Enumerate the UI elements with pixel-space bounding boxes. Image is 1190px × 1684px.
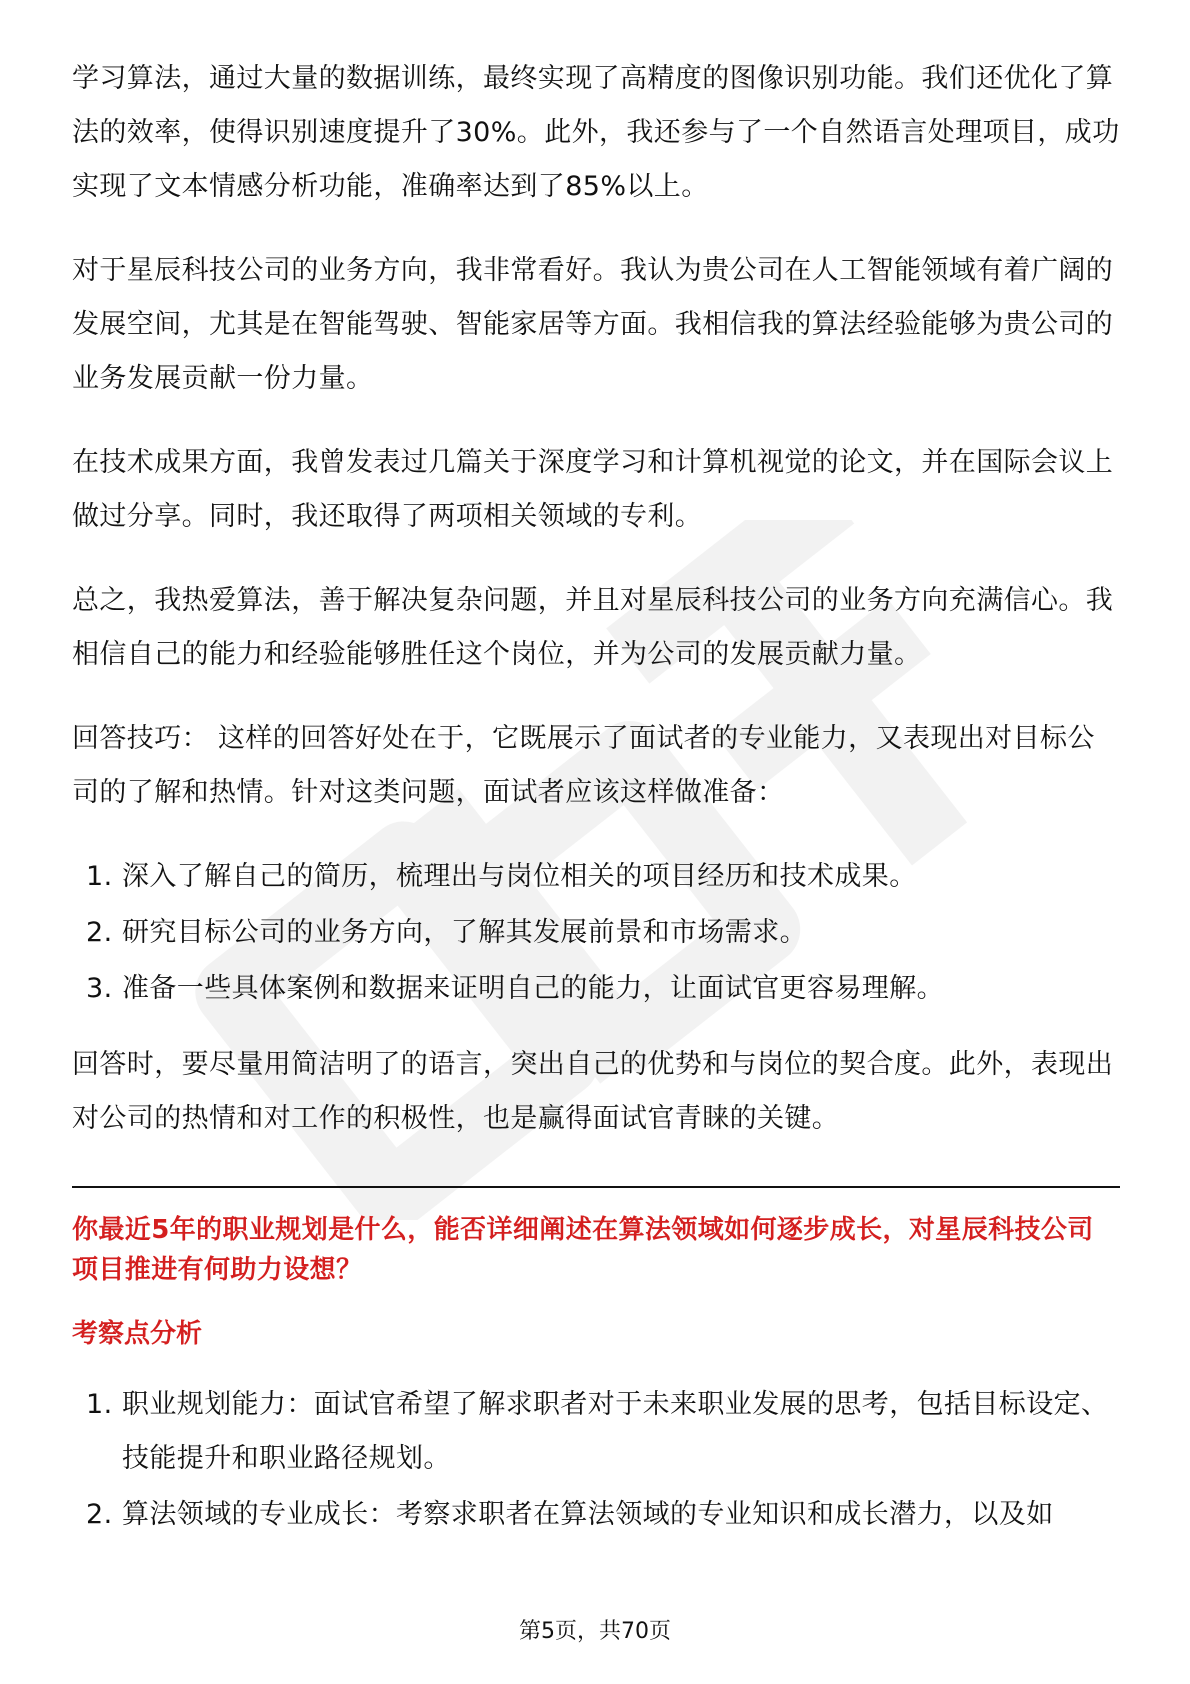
paragraph-closing: 回答时，要尽量用简洁明了的语言，突出自己的优势和与岗位的契合度。此外，表现出对公司的热情和对工作的积极性，也是赢得面试官青睐的关键。 [72, 1049, 1114, 1134]
list-item [72, 906, 1120, 960]
list-item [72, 1378, 1120, 1486]
list-text: 深入了解自己的简历，梳理出与岗位相关的项目经历和技术成果。 [122, 861, 917, 892]
list-text: 职业规划能力：面试官希望了解求职者对于未来职业发展的思考，包括目标设定、技能提升和职业路径规划。 [122, 1389, 1109, 1474]
list-item [72, 850, 1120, 904]
paragraph-summary: 总之，我热爱算法，善于解决复杂问题，并且对星辰科技公司的业务方向充满信心。我相信自己的能力和经验能够胜任这个岗位，并为公司的发展贡献力量。 [72, 585, 1114, 670]
analysis-list [72, 1378, 1120, 1542]
list-number: 3. [86, 973, 113, 1004]
list-text: 研究目标公司的业务方向，了解其发展前景和市场需求。 [122, 917, 807, 948]
paragraph-company-outlook: 对于星辰科技公司的业务方向，我非常看好。我认为贵公司在人工智能领域有着广阔的发展空间，尤其是在智能驾驶、智能家居等方面。我相信我的算法经验能够为贵公司的业务发展贡献一份力量。 [72, 255, 1114, 394]
list-number: 2. [86, 917, 113, 948]
list-text: 算法领域的专业成长：考察求职者在算法领域的专业知识和成长潜力，以及如 [122, 1499, 1054, 1530]
section-divider [72, 1186, 1120, 1188]
list-item [72, 1488, 1120, 1542]
list-item [72, 962, 1120, 1016]
interview-question: 你最近5年的职业规划是什么，能否详细阐述在算法领域如何逐步成长，对星辰科技公司项目推进有何助力设想？ [72, 1215, 1094, 1285]
main-content [72, 52, 1120, 1564]
paragraph-answer-tips: 回答技巧： 这样的回答好处在于，它既展示了面试者的专业能力，又表现出对目标公司的了解和热情。针对这类问题，面试者应该这样做准备： [72, 723, 1095, 808]
list-number: 1. [86, 861, 113, 892]
list-number: 1. [86, 1389, 113, 1420]
list-number: 2. [86, 1499, 113, 1530]
page-footer: 第5页，共70页 [519, 1619, 671, 1644]
prep-list [72, 850, 1120, 1016]
paragraph-tech-achievements: 在技术成果方面，我曾发表过几篇关于深度学习和计算机视觉的论文，并在国际会议上做过分享。同时，我还取得了两项相关领域的专利。 [72, 447, 1114, 532]
paragraph-project-experience: 学习算法，通过大量的数据训练，最终实现了高精度的图像识别功能。我们还优化了算法的效率，使得识别速度提升了30%。此外，我还参与了一个自然语言处理项目，成功实现了文本情感分析功能，准确率达到了85%以上。 [72, 63, 1120, 202]
list-text: 准备一些具体案例和数据来证明自己的能力，让面试官更容易理解。 [122, 973, 944, 1004]
analysis-title: 考察点分析 [72, 1319, 203, 1349]
